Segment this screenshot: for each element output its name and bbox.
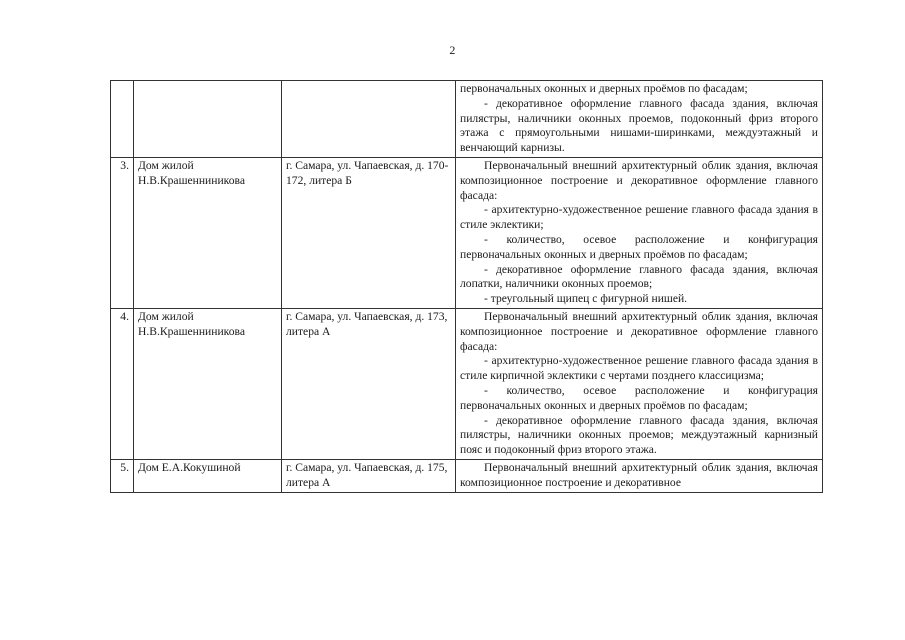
object-address: г. Самара, ул. Чапаевская, д. 175, литера А xyxy=(282,459,456,492)
description-line: - треугольный щипец с фигурной нишей. xyxy=(484,292,688,306)
description-line: - архитектурно-художественное решение главного фасада здания в стиле кирпичной эклектики с чертами позднего классицизма; xyxy=(460,354,818,383)
page-number: 2 xyxy=(449,43,456,57)
description-line: - количество, осевое расположение и конфигурация первоначальных оконных и дверных проёмов по фасадам; xyxy=(460,383,818,412)
table-row xyxy=(111,81,823,158)
object-name: Дом жилой Н.В.Крашенниникова xyxy=(134,308,282,459)
object-address xyxy=(282,81,456,158)
object-name: Дом жилой Н.В.Крашенниникова xyxy=(134,157,282,308)
table-row xyxy=(111,157,823,308)
description-line: - декоративное оформление главного фасада здания, включая пилястры, наличники оконных проемов; междуэтажный карнизный пояс и подоконный фриз второго этажа. xyxy=(460,413,818,457)
row-number: 5. xyxy=(111,459,134,492)
object-name: Дом Е.А.Кокушиной xyxy=(134,459,282,492)
description-line: первоначальных оконных и дверных проёмов по фасадам; xyxy=(460,82,748,95)
table-row xyxy=(111,459,823,492)
table-body xyxy=(111,81,823,493)
description-line: - архитектурно-художественное решение главного фасада здания в стиле эклектики; xyxy=(460,203,818,232)
description-line: - количество, осевое расположение и конфигурация первоначальных оконных и дверных проёмов по фасадам; xyxy=(460,232,818,261)
description-line: - декоративное оформление главного фасада здания, включая пилястры, наличники оконных проемов, подоконный фриз второго этажа с прямоугольными нишами-ширинками, междуэтажный и венчающий карнизы. xyxy=(460,96,818,155)
protection-subject xyxy=(456,157,823,308)
row-number xyxy=(111,81,134,158)
description-line: Первоначальный внешний архитектурный облик здания, включая композиционное построение и декоративное xyxy=(460,460,818,489)
protection-subject xyxy=(456,308,823,459)
protection-subject xyxy=(456,459,823,492)
protection-subject xyxy=(456,81,823,158)
object-address: г. Самара, ул. Чапаевская, д. 170-172, литера Б xyxy=(282,157,456,308)
description-line: Первоначальный внешний архитектурный облик здания, включая композиционное построение и декоративное оформление главного фасада: xyxy=(460,158,818,202)
object-address: г. Самара, ул. Чапаевская, д. 173, литера А xyxy=(282,308,456,459)
table-row xyxy=(111,308,823,459)
row-number: 3. xyxy=(111,157,134,308)
heritage-objects-table xyxy=(110,80,823,493)
description-line: - декоративное оформление главного фасада здания, включая лопатки, наличники оконных проемов; xyxy=(460,262,818,291)
row-number: 4. xyxy=(111,308,134,459)
description-line: Первоначальный внешний архитектурный облик здания, включая композиционное построение и декоративное оформление главного фасада: xyxy=(460,309,818,353)
object-name xyxy=(134,81,282,158)
